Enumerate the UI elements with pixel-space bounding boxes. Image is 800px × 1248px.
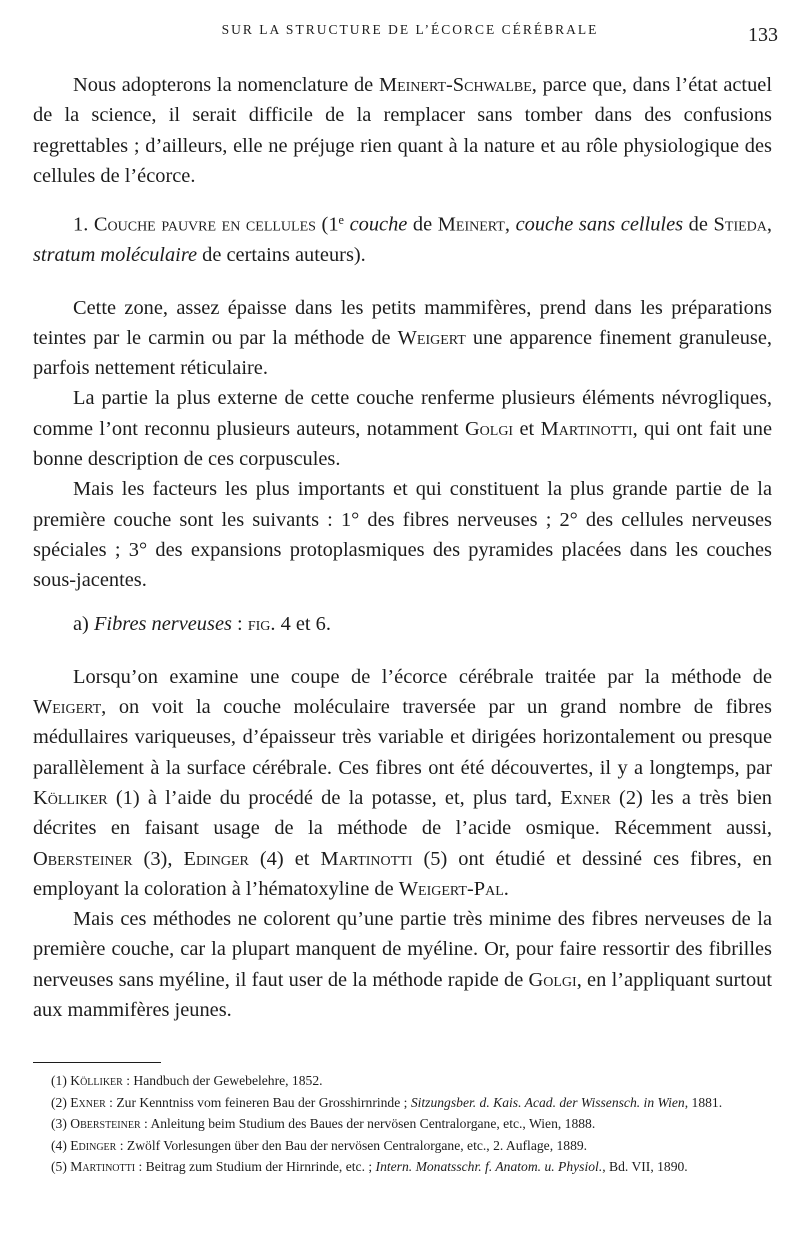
paragraph-golgi: Mais ces méthodes ne colorent qu’une partie très minime des fibres nerveuses de la première couche, car la plupart manquent de myéline. Or, pour faire ressortir des fibrilles nerveuses sans myéline, il faut user de la méthode rapide de Golgi, en l’appliquant surtout aux mammifères jeunes. [33,908,772,1022]
paragraph-weigert: Lorsqu’on examine une coupe de l’écorce cérébrale traitée par la méthode de Weigert, on voit la couche moléculaire traversée par un grand nombre de fibres médullaires variqueuses, d’épaisseur très variable et dirigées horizontalement ou presque parallèlement à la surface cérébrale. Ces fibres ont été découvertes, il y a longtemps, par Kölliker (1) à l’aide du procédé de la potasse, et, plus tard, Exner (2) les a très bien décrites en faisant usage de la méthode de l’acide osmique. Récemment aussi, Obersteiner (3), Edinger (4) et Martinotti (5) ont étudié et dessiné ces fibres, en employant la coloration à l’hématoxyline de Weigert-Pal. [33,665,772,900]
author-name: Meinert [437,213,505,236]
author-name: Weigert-Pal [398,877,504,900]
footnote-rule [33,1062,161,1063]
paragraph-facteurs: Mais les facteurs les plus importants et qui constituent la plus grande partie de la première couche sont les suivants : 1° des fibres nerveuses ; 2° des cellules nerveuses spéciales ; 3° des expansions protoplasmiques des pyramides placées dans les couches sous-jacentes. [33,478,772,592]
subsection-heading-fibres: a) Fibres nerveuses : fig. 4 et 6. [73,613,331,636]
footnote-4: (4) Edinger : Zwölf Vorlesungen über den Bau der nervösen Centralorgane, etc., 2. Auflage, 1889. [51,1137,588,1153]
footnote-3: (3) Obersteiner : Anleitung beim Studium des Baues der nervösen Centralorgane, etc., Wien, 1888. [51,1116,596,1131]
author-name: Weigert [33,696,102,719]
author-name: Stieda [713,213,767,236]
paragraph-nomenclature: Nous adopterons la nomenclature de Meinert-Schwalbe, parce que, dans l’état actuel de la science, il serait difficile de la remplacer sans tomber dans des confusions regrettables ; d’ailleurs, elle ne préjuge rien quant à la nature et au rôle physiologique des cellules de l’écorce. [33,74,772,187]
paragraph-nevroglie: La partie la plus externe de cette couche renferme plusieurs éléments névrogliques, comme l’ont reconnu plusieurs auteurs, notamment Golgi et Martinotti, qui ont fait une bonne description de ces corpuscules. [33,387,772,470]
page-number: 133 [748,24,778,46]
section-title: Couche pauvre en cellules [93,213,316,236]
author-name: Martinotti [320,847,413,870]
paragraph-zone: Cette zone, assez épaisse dans les petits mammifères, prend dans les préparations teintes par le carmin ou par la méthode de Weigert une apparence finement granuleuse, parfois nettement réticulaire. [33,296,772,380]
author-name: Kölliker [33,786,108,809]
author-name: Meinert-Schwalbe [378,74,532,96]
footnote-5: (5) Martinotti : Beitrag zum Studium der Hirnrinde, etc. ; Intern. Monatsschr. f. Anatom. u. Physiol., Bd. VII, 1890. [51,1159,688,1174]
author-name: Obersteiner [33,847,133,870]
footnote-1: (1) Kölliker : Handbuch der Gewebelehre, 1852. [51,1073,323,1088]
section-heading-couche-1: 1. Couche pauvre en cellules (1e couche de Meinert, couche sans cellules de Stieda, stratum moléculaire de certains auteurs). [33,213,772,267]
footnote-2: (2) Exner : Zur Kenntniss vom feineren Bau der Grosshirnrinde ; Sitzungsber. d. Kais. Acad. der Wissensch. in Wien, 1881. [51,1094,723,1110]
author-name: Weigert [397,326,466,349]
author-name: Golgi [464,417,514,440]
footnotes [33,1070,772,1178]
author-name: Edinger [183,847,249,870]
author-name: Golgi [528,968,577,991]
figure-reference: fig. [247,613,276,636]
running-title: SUR LA STRUCTURE DE L’ÉCORCE CÉRÉBRALE [221,22,599,37]
author-name: Exner [560,786,611,809]
author-name: Martinotti [540,417,633,440]
main-text [33,70,772,1025]
